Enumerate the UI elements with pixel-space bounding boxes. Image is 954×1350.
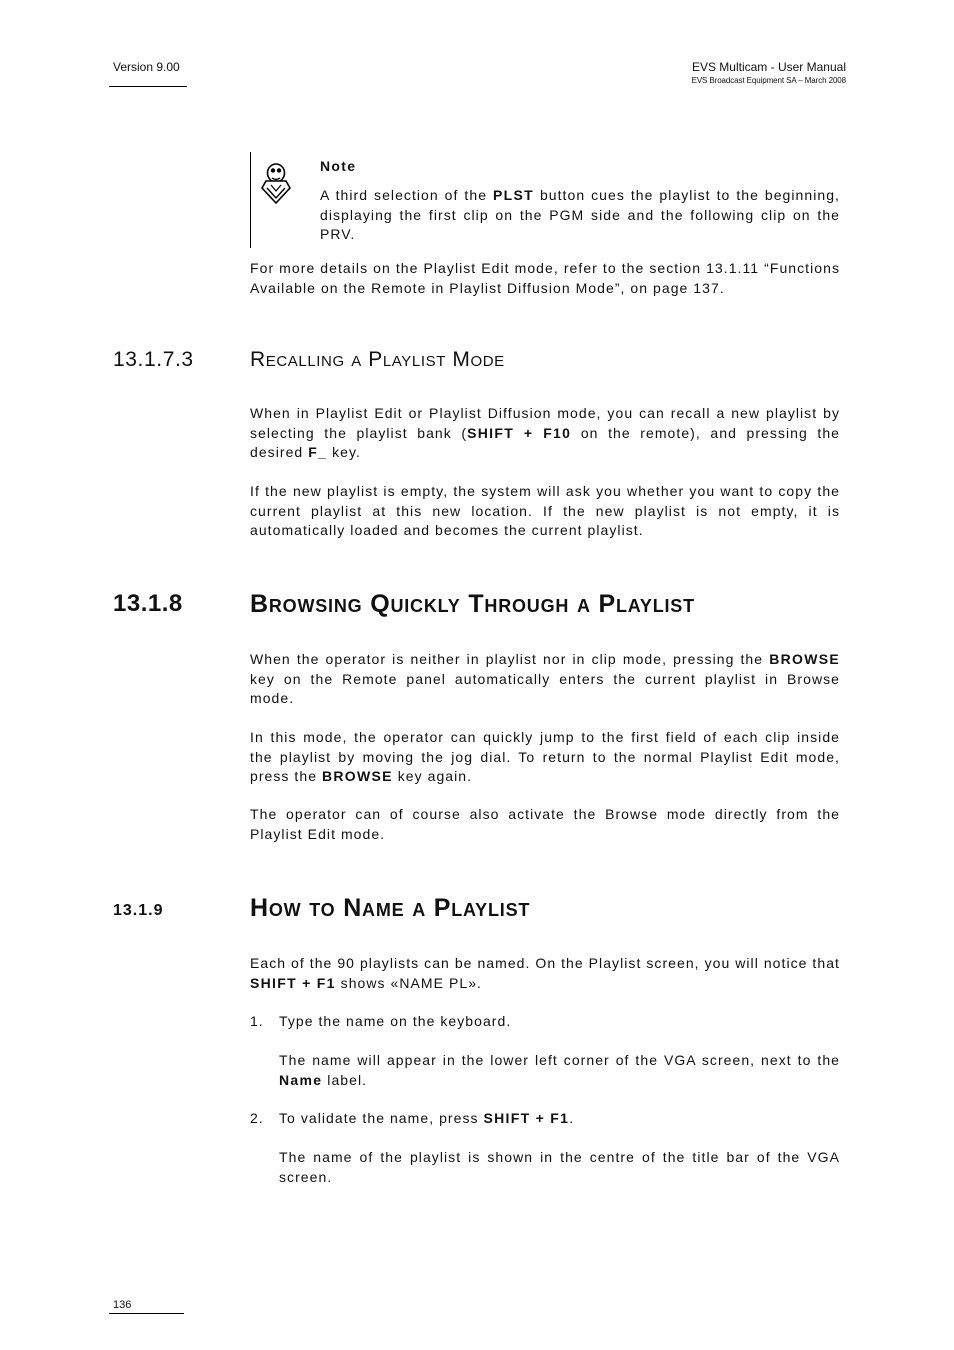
paragraph: The operator can of course also activate the Browse mode directly from the Playlist Edit mode. (250, 806, 840, 842)
section-number: 13.1.7.3 (113, 348, 194, 371)
section-number: 13.1.9 (113, 902, 164, 919)
header-title-block (692, 60, 846, 85)
note-title: Note (320, 158, 357, 174)
header-version: Version 9.00 (113, 60, 180, 74)
header-manual-title: EVS Multicam - User Manual (691, 60, 846, 74)
note-text: A third selection of the PLST button cues the playlist to the beginning, displaying the first clip on the PGM side and the following clip on the PRV. (320, 187, 841, 242)
note-bar (250, 152, 251, 248)
page-number: 136 (113, 1299, 132, 1311)
header-company-date: EVS Broadcast Equipment SA – March 2008 (691, 76, 846, 85)
list-item-number: 1. (250, 1013, 264, 1029)
list-item-number: 2. (250, 1110, 264, 1126)
list-item-detail: The name of the playlist is shown in the centre of the title bar of the VGA screen. (279, 1149, 840, 1185)
paragraph: When the operator is neither in playlist nor in clip mode, pressing the BROWSE key on the Remote panel automatically enters the current playlist in Browse mode. (250, 651, 840, 706)
paragraph: When in Playlist Edit or Playlist Diffusion mode, you can recall a new playlist by selecting the playlist bank (SHIFT + F10 on the remote), and pressing the desired F_ key. (250, 405, 841, 460)
section-title: Browsing Quickly Through a Playlist (250, 590, 695, 618)
footer-rule (109, 1313, 184, 1314)
section-number: 13.1.8 (113, 590, 183, 617)
section-title: How to Name a Playlist (250, 894, 531, 922)
note-pointer-icon (258, 161, 294, 205)
paragraph: Each of the 90 playlists can be named. On the Playlist screen, you will notice that SHIFT + F1 shows «NAME PL». (250, 955, 840, 991)
list-item-text: To validate the name, press SHIFT + F1. (279, 1110, 575, 1126)
header-rule (109, 86, 187, 87)
list-item-text: Type the name on the keyboard. (279, 1013, 512, 1029)
paragraph: If the new playlist is empty, the system will ask you whether you want to copy the current playlist at this new location. If the new playlist is not empty, it is automatically loaded and becomes the current playlist. (250, 483, 840, 538)
intro-paragraph: For more details on the Playlist Edit mode, refer to the section 13.1.11 “Functions Available on the Remote in Playlist Diffusion Mode”, on page 137. (250, 260, 840, 296)
list-item-detail: The name will appear in the lower left corner of the VGA screen, next to the Name label. (279, 1052, 840, 1088)
paragraph: In this mode, the operator can quickly jump to the first field of each clip inside the playlist by moving the jog dial. To return to the normal Playlist Edit mode, press the BROWSE key again. (250, 729, 840, 784)
section-title: Recalling a Playlist Mode (250, 348, 505, 371)
